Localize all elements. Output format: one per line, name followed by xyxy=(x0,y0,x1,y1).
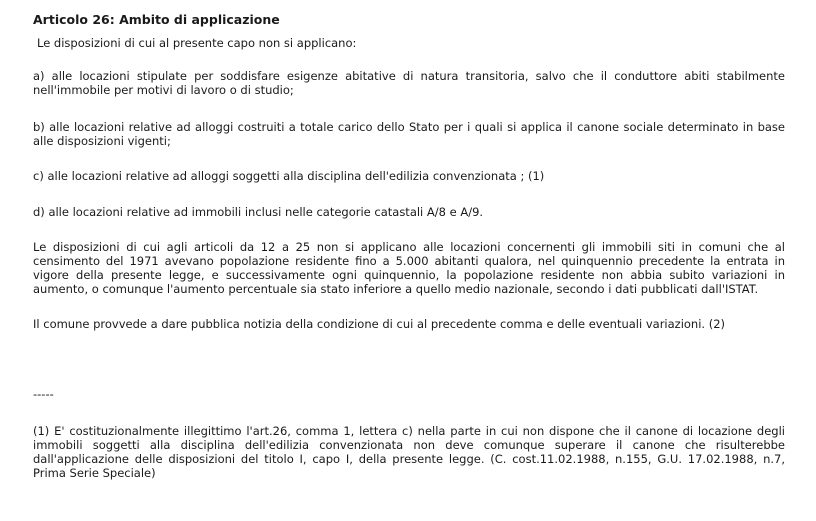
item-a: a) alle locazioni stipulate per soddisfare esigenze abitative di natura transitoria, salvo che il conduttore abiti stabilmente nell'immobile per motivi di lavoro o di studio; xyxy=(33,69,785,97)
item-c: c) alle locazioni relative ad alloggi soggetti alla disciplina dell'edilizia convenzionata ; (1) xyxy=(33,169,545,183)
notice-paragraph: Il comune provvede a dare pubblica notizia della condizione di cui al precedente comma e delle eventuali variazioni. (2) xyxy=(33,317,726,331)
article-intro: Le disposizioni di cui al presente capo non si applicano: xyxy=(37,36,357,50)
exception-paragraph: Le disposizioni di cui agli articoli da 12 a 25 non si applicano alle locazioni concernenti gli immobili siti in comuni che al censimento del 1971 avevano popolazione residente fino a 5.000 abitanti qualora, nel quinquennio precedente la entrata in vigore della presente legge, e successivamente ogni quinquennio, la popolazione residente non abbia subito variazioni in aumento, o comunque l'aumento percentuale sia stato inferiore a quello medio nazionale, secondo i dati pubblicati dall'ISTAT. xyxy=(33,240,785,296)
footnote-separator: ----- xyxy=(33,387,54,401)
footnote-1: (1) E' costituzionalmente illegittimo l'art.26, comma 1, lettera c) nella parte in cui non dispone che il canone di locazione degli immobili soggetti alla disciplina dell'edilizia convenzionata non deve comunque superare il canone che risulterebbe dall'applicazione delle disposizioni del titolo I, capo I, della presente legge. (C. cost.11.02.1988, n.155, G.U. 17.02.1988, n.7, Prima Serie Speciale) xyxy=(33,424,785,480)
item-b: b) alle locazioni relative ad alloggi costruiti a totale carico dello Stato per i quali si applica il canone sociale determinato in base alle disposizioni vigenti; xyxy=(33,120,785,148)
item-d: d) alle locazioni relative ad immobili inclusi nelle categorie catastali A/8 e A/9. xyxy=(33,205,484,219)
article-title: Articolo 26: Ambito di applicazione xyxy=(33,12,280,27)
document-page xyxy=(33,12,785,480)
